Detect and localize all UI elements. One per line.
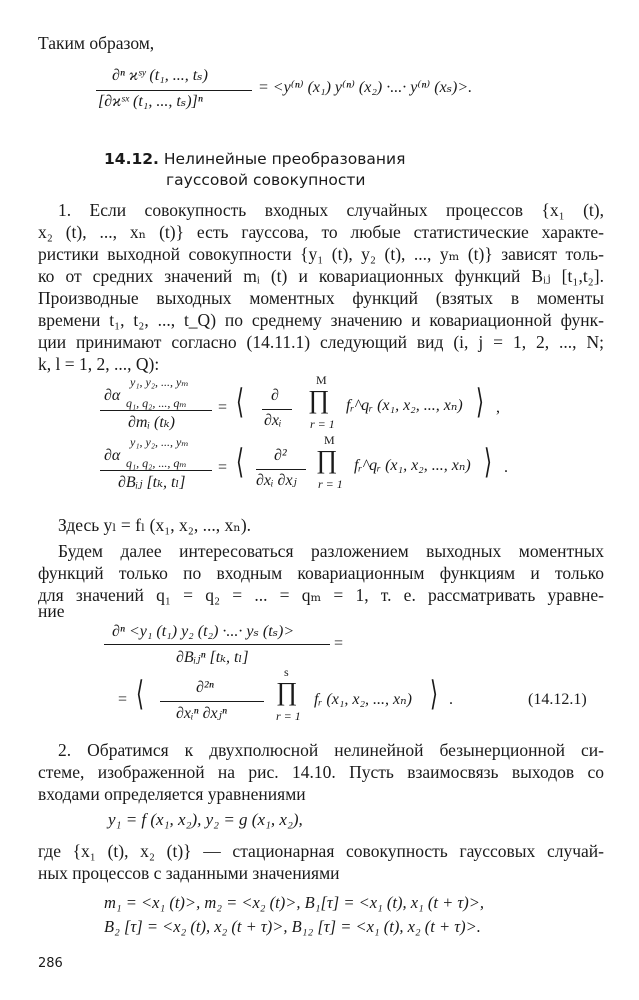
eq2-product-icon: ∏: [308, 385, 330, 414]
eq3-right-angle: ⟩: [484, 444, 492, 481]
eq2-prod-upper: M: [316, 373, 327, 387]
eq2-prod-lower: r = 1: [310, 417, 335, 431]
eq3-num-superscript: y₁, y₂, ..., yₘ: [130, 435, 189, 449]
eq3-prod-lower: r = 1: [318, 477, 343, 491]
eq2-num-main: ∂α: [104, 387, 121, 404]
eq2-num-superscript: y₁, y₂, ..., yₘ: [130, 375, 189, 389]
p1-line: k, l = 1, 2, ..., Q):: [38, 354, 160, 374]
eq2-right-angle: ⟩: [476, 384, 484, 421]
section-number: 14.12.: [104, 150, 159, 168]
eq2-op-denominator: ∂xᵢ: [264, 412, 282, 429]
p1-line: ристики выходной совокупности {y₁ (t), y₂ (t), ..., yₘ (t)} зависят толь-: [38, 244, 604, 264]
p2-line: функций только по входным ковариационным функциям и только: [38, 563, 604, 583]
eq2-op-numerator: ∂: [271, 387, 279, 404]
p1-line: Производные выходных моментных функций (взятых в моменты: [38, 288, 604, 308]
eq2-body: fᵣ^qᵣ (x₁, x₂, ..., xₙ): [346, 397, 463, 414]
eq4-op-denominator: ∂xᵢⁿ ∂xⱼⁿ: [176, 705, 227, 722]
eq3-num-main: ∂α: [104, 447, 121, 464]
eq4-body: fᵣ (x₁, x₂, ..., xₙ): [314, 691, 412, 708]
section-title-2: гауссовой совокупности: [166, 171, 366, 189]
p1-line: 1. Если совокупность входных случайных процессов {x₁ (t),: [58, 200, 604, 220]
p1-line: времени t₁, t₂, ..., t_Q) по среднему значению и ковариационной функ-: [38, 310, 604, 330]
eq4-numerator: ∂ⁿ <y₁ (t₁) y₂ (t₂) ·...· yₛ (tₛ)>: [112, 623, 295, 640]
eq2-op-bar: [262, 409, 292, 410]
eq2-num-subscript: q₁, q₂, ..., qₘ: [126, 396, 187, 410]
eq3-op-numerator: ∂²: [274, 447, 287, 464]
eq3-prod-upper: M: [324, 433, 335, 447]
p1-line: ко от средних значений mᵢ (t) и ковариационных функций Bᵢⱼ [t₁,t₂].: [38, 266, 604, 286]
eq3-product-icon: ∏: [316, 445, 338, 474]
intro-text: Таким образом,: [38, 33, 155, 53]
p1-line: ции принимают согласно (14.11.1) следующий вид (i, j = 1, 2, ..., N;: [38, 332, 604, 352]
eq4-equals-1: =: [334, 635, 344, 652]
p3-line: стеме, изображенной на рис. 14.10. Пусть взаимосвязь выходов со: [38, 762, 604, 782]
equation-6: m₁ = <x₁ (t)>, m₂ = <x₂ (t)>, B₁[τ] = <x₁ (t), x₁ (t + τ)>,: [104, 893, 485, 912]
section-heading-line1: [104, 149, 405, 169]
eq4-product-icon: ∏: [276, 677, 298, 706]
p2-line: ние: [38, 601, 65, 621]
eq3-fraction-bar: [100, 470, 212, 471]
eq4-op-bar: [160, 701, 264, 702]
eq4-right-angle: ⟩: [430, 676, 438, 713]
p3-line: 2. Обратимся к двухполюсной нелинейной безынерционной си-: [58, 740, 604, 760]
p2-line: Будем далее интересоваться разложением выходных моментных: [58, 541, 604, 561]
section-title-1: Нелинейные преобразования: [163, 150, 406, 168]
equation-7: B₂ [τ] = <x₂ (t), x₂ (t + τ)>, B₁₂ [τ] = <x₁ (t), x₂ (t + τ)>.: [104, 917, 481, 936]
p4-line: ных процессов с заданными значениями: [38, 863, 340, 883]
eq3-body: fᵣ^qᵣ (x₁, x₂, ..., xₙ): [354, 457, 471, 474]
eq4-label: (14.12.1): [528, 691, 587, 708]
eq2-fraction-bar: [100, 410, 212, 411]
eq3-op-denominator: ∂xᵢ ∂xⱼ: [256, 472, 297, 489]
eq2-denominator: ∂mᵢ (tₖ): [128, 414, 175, 431]
eq1-numerator: ∂ⁿ ϰˢʸ (t₁, ..., tₛ): [112, 67, 208, 84]
eq4-left-angle: ⟨: [136, 676, 144, 713]
eq4-op-numerator: ∂²ⁿ: [196, 679, 214, 696]
eq4-prod-upper: s: [284, 665, 289, 679]
p3-line: входами определяется уравнениями: [38, 784, 306, 804]
eq3-left-angle: ⟨: [236, 444, 244, 481]
eq2-left-angle: ⟨: [236, 384, 244, 421]
eq3-op-bar: [256, 469, 306, 470]
eq4-prod-lower: r = 1: [276, 709, 301, 723]
eq3-end: .: [504, 459, 508, 476]
eq1-denominator: [∂ϰˢˣ (t₁, ..., tₛ)]ⁿ: [98, 93, 203, 110]
eq2-end: ,: [496, 399, 500, 416]
p1-line: x₂ (t), ..., xₙ (t)} есть гауссова, то любые статистические характе-: [38, 222, 604, 242]
eq4-fraction-bar: [104, 644, 330, 645]
here-line: Здесь yₗ = fₗ (x₁, x₂, ..., xₙ).: [58, 515, 252, 535]
p4-line: где {x₁ (t), x₂ (t)} — стационарная совокупность гауссовых случай-: [38, 841, 604, 861]
eq4-denominator: ∂Bᵢⱼⁿ [tₖ, tₗ]: [176, 649, 249, 666]
eq3-equals: =: [218, 459, 228, 476]
page-number: 286: [38, 956, 63, 971]
eq3-num-subscript: q₁, q₂, ..., qₘ: [126, 456, 187, 470]
p2-line: для значений q₁ = q₂ = ... = qₘ = 1, т. е. рассматривать уравне-: [38, 585, 604, 605]
eq4-end: .: [449, 691, 453, 708]
eq4-equals-2: =: [118, 691, 128, 708]
eq2-equals: =: [218, 399, 228, 416]
equation-5: y₁ = f (x₁, x₂), y₂ = g (x₁, x₂),: [108, 810, 303, 829]
eq3-denominator: ∂Bᵢⱼ [tₖ, tₗ]: [118, 474, 186, 491]
eq1-fraction-bar: [96, 90, 252, 91]
eq1-rhs: = <y⁽ⁿ⁾ (x₁) y⁽ⁿ⁾ (x₂) ·...· y⁽ⁿ⁾ (xₛ)>.: [258, 79, 473, 96]
